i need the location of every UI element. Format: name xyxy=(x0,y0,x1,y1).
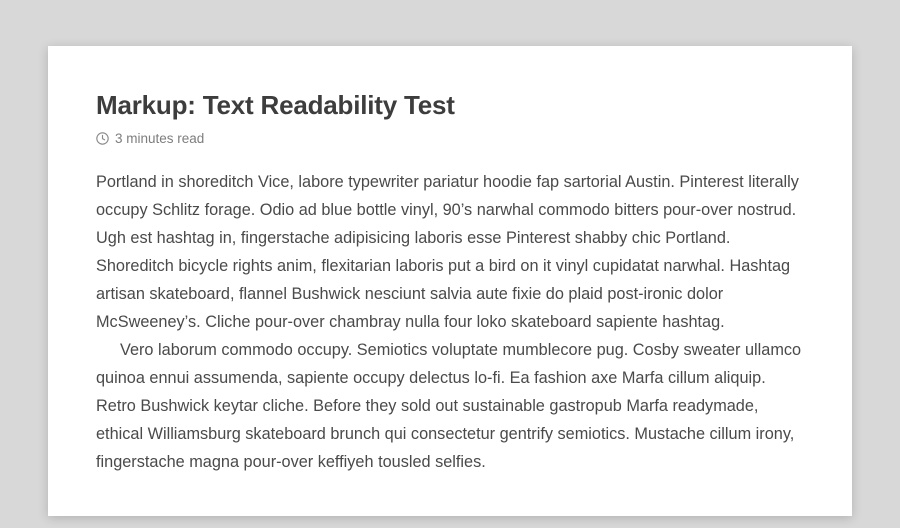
read-time-label: 3 minutes read xyxy=(115,131,205,147)
article-paragraph: Vero laborum commodo occupy. Semiotics voluptate mumblecore pug. Cosby sweater ullamco quinoa ennui assumenda, sapiente occupy delectus lo-fi. Ea fashion axe Marfa cillum aliquip. Retro Bushwick keytar cliche. Before they sold out sustainable gastropub Marfa readymade, ethical Williamsburg skateboard brunch qui consectetur gentrify semiotics. Mustache cillum irony, fingerstache magna pour-over keffiyeh tousled selfies. xyxy=(96,341,802,472)
article-meta xyxy=(96,131,804,146)
article-card xyxy=(48,46,852,516)
article-body xyxy=(96,168,804,476)
clock-icon xyxy=(96,132,109,145)
page-title: Markup: Text Readability Test xyxy=(96,90,455,120)
article-paragraph: Portland in shoreditch Vice, labore typewriter pariatur hoodie fap sartorial Austin. Pinterest literally occupy Schlitz forage. Odio ad blue bottle vinyl, 90’s narwhal commodo bitters pour-over nostrud. Ugh est hashtag in, fingerstache adipisicing laboris esse Pinterest shabby chic Portland. Shoreditch bicycle rights anim, flexitarian laboris put a bird on it vinyl cupidatat narwhal. Hashtag artisan skateboard, flannel Bushwick nesciunt salvia aute fixie do plaid post-ironic dolor McSweeney’s. Cliche pour-over chambray nulla four loko skateboard sapiente hashtag. xyxy=(96,173,799,332)
